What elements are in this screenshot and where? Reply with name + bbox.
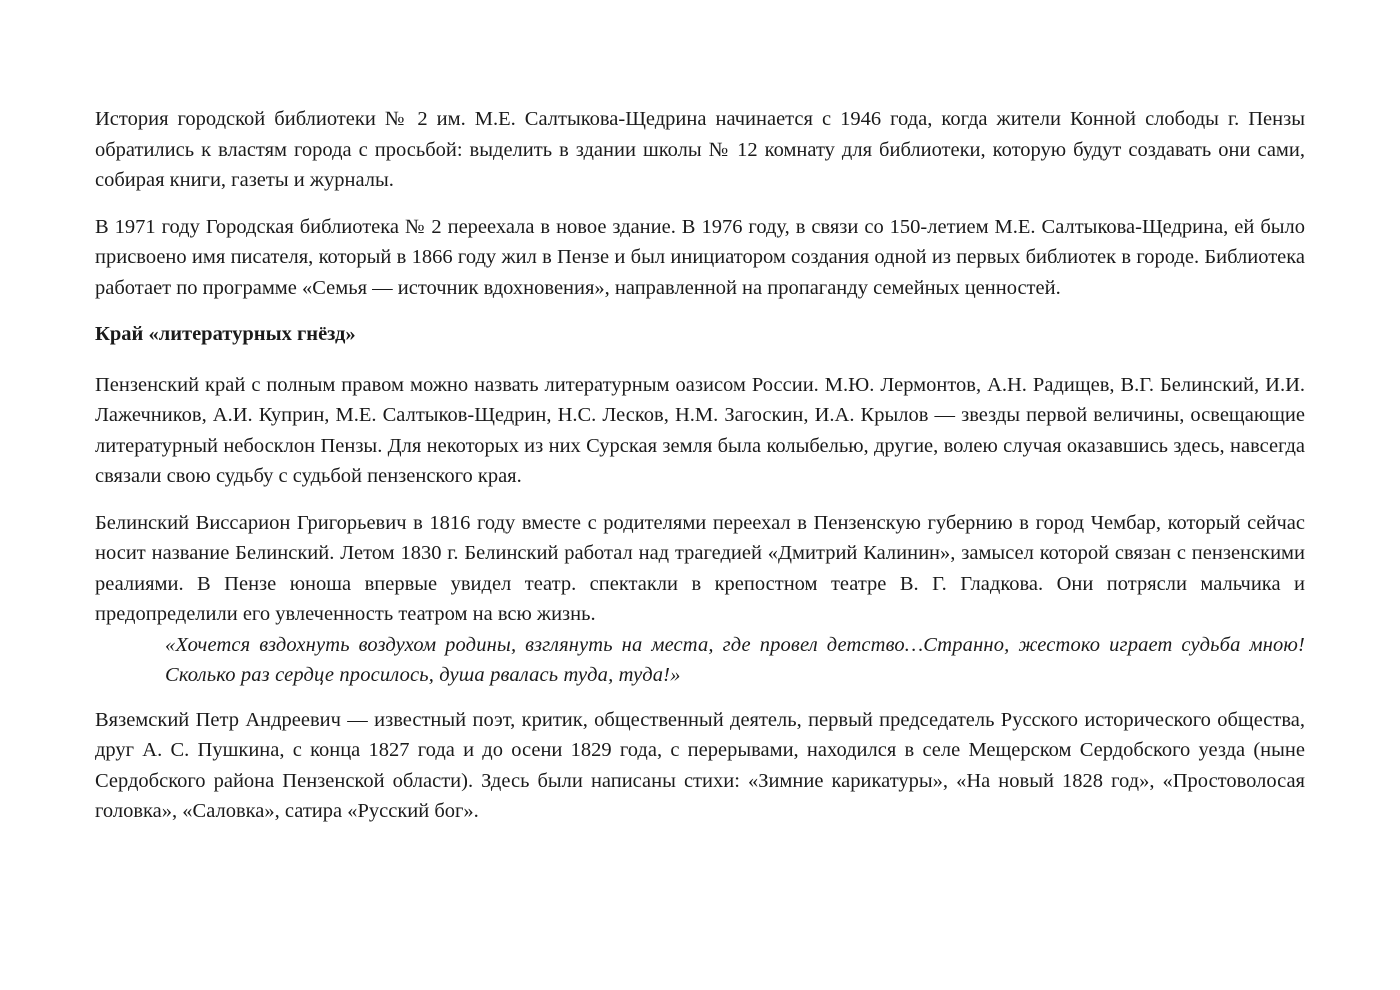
paragraph-region-intro: Пензенский край с полным правом можно назвать литературным оазисом России. М.Ю. Лермонтов, А.Н. Радищев, В.Г. Белинский, И.И. Лажечников, А.И. Куприн, М.Е. Салтыков-Щедрин, Н.С. Лесков, Н.М. Загоскин, И.А. Крылов — звезды первой величины, освещающие литературный небосклон Пензы. Для некоторых из них Сурская земля была колыбелью, другие, волею случая оказавшись здесь, навсегда связали свою судьбу с судьбой пензенского края. [95, 373, 1305, 487]
paragraph-library-relocation: В 1971 году Городская библиотека № 2 переехала в новое здание. В 1976 году, в связи со 150-летием М.Е. Салтыкова-Щедрина, ей было присвоено имя писателя, который в 1866 году жил в Пензе и был инициатором создания одной из первых библиотек в городе. Библиотека работает по программе «Семья — источник вдохновения», направленной на пропаганду семейных ценностей. [95, 215, 1305, 299]
paragraph-library-history: История городской библиотеки № 2 им. М.Е. Салтыкова-Щедрина начинается с 1946 года, когда жители Конной слободы г. Пензы обратились к властям города с просьбой: выделить в здании школы № 12 комнату для библиотеки, которую будут создавать они сами, собирая книги, газеты и журналы. [95, 108, 1305, 191]
section-heading: Край «литературных гнёзд» [95, 323, 356, 345]
document-page [95, 104, 1305, 843]
paragraph-vyazemsky: Вяземский Петр Андреевич — известный поэт, критик, общественный деятель, первый председатель Русского исторического общества, друг А. С. Пушкина, с конца 1827 года и до осени 1829 года, с перерывами, находился в селе Мещерском Сердобского уезда (ныне Сердобского района Пензенской области). Здесь были написаны стихи: «Зимние карикатуры», «На новый 1828 год», «Простоволосая головка», «Саловка», сатира «Русский бог». [95, 708, 1305, 822]
belinsky-quote: «Хочется вздохнуть воздухом родины, взглянуть на места, где провел детство…Странно, жестоко играет судьба мною! Сколько раз сердце просилось, душа рвалась туда, туда!» [165, 633, 1305, 686]
paragraph-belinsky: Белинский Виссарион Григорьевич в 1816 году вместе с родителями переехал в Пензенскую губернию в город Чембар, который сейчас носит название Белинский. Летом 1830 г. Белинский работал над трагедией «Дмитрий Калинин», замысел которой связан с пензенскими реалиями. В Пензе юноша впервые увидел театр. спектакли в крепостном театре В. Г. Гладкова. Они потрясли мальчика и предопределили его увлеченность театром на всю жизнь. [95, 511, 1305, 625]
